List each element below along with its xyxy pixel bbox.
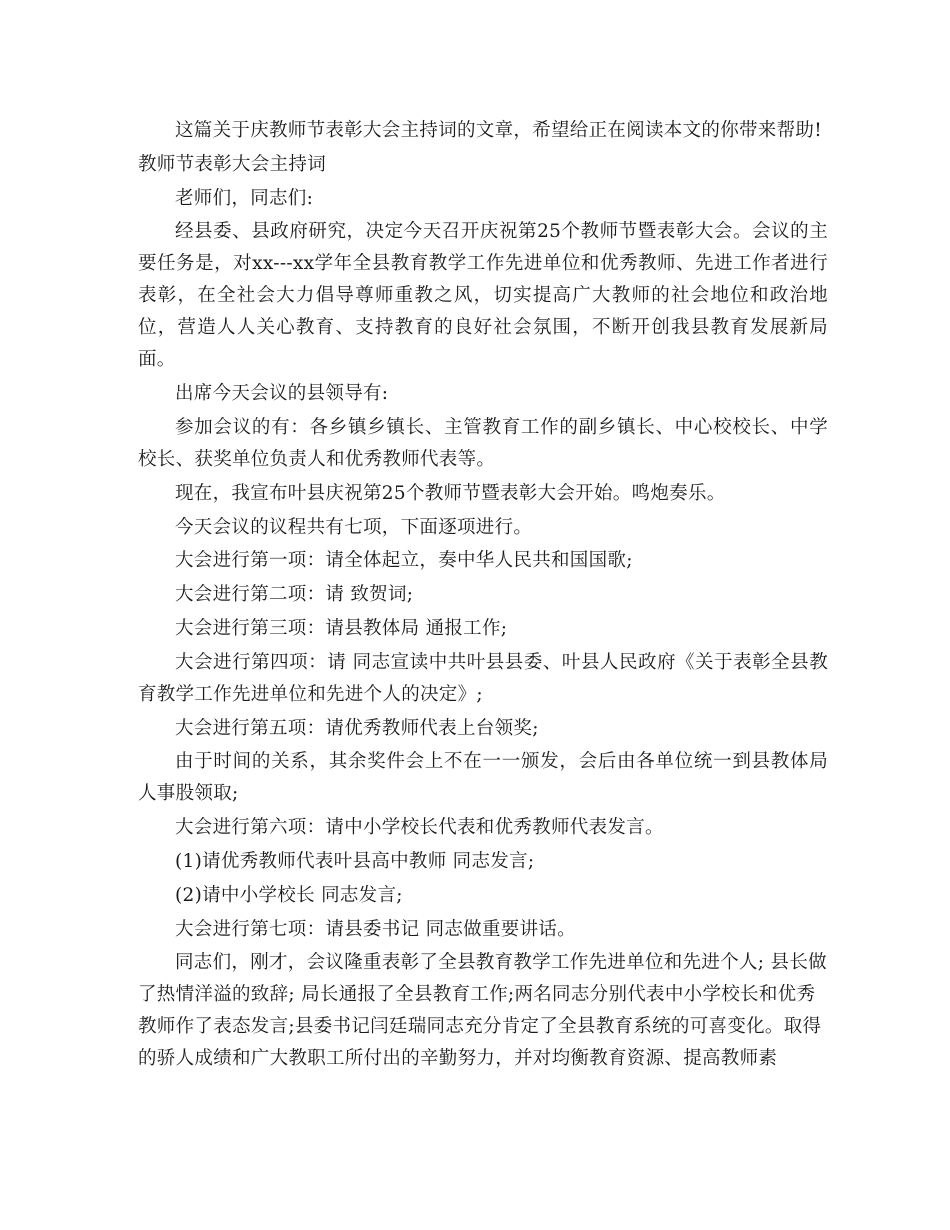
agenda-item-3: 大会进行第三项：请县教体局 通报工作; — [175, 617, 508, 639]
paragraph-attendees: 参加会议的有：各乡镇乡镇长、主管教育工作的副乡镇长、中心校校长、中学校长、获奖单位负责人和优秀教师代表等。 — [138, 416, 828, 470]
agenda-item-6-sub-1: (1)请优秀教师代表叶县高中教师 同志发言; — [175, 850, 535, 872]
agenda-item-4: 大会进行第四项：请 同志宣读中共叶县县委、叶县人民政府《关于表彰全县教育教学工作先进单位和先进个人的决定》; — [138, 651, 828, 705]
paragraph-purpose: 经县委、县政府研究，决定今天召开庆祝第25个教师节暨表彰大会。会议的主要任务是，对xx---xx学年全县教育教学工作先进单位和优秀教师、先进工作者进行表彰，在全社会大力倡导尊师重教之风，切实提高广大教师的社会地位和政治地位，营造人人关心教育、支持教育的良好社会氛围，不断开创我县教育发展新局面。 — [138, 221, 828, 371]
agenda-item-5: 大会进行第五项：请优秀教师代表上台领奖; — [175, 717, 539, 739]
paragraph-summary: 同志们，刚才，会议隆重表彰了全县教育教学工作先进单位和先进个人; 县长做了热情洋溢的致辞; 局长通报了全县教育工作;两名同志分别代表中小学校长和优秀教师作了表态发言;县委书记闫廷瑞同志充分肯定了全县教育系统的可喜变化。取得的骄人成绩和广大教职工所付出的辛勤努力，并对均衡教育资源、提高教师素 — [138, 952, 827, 1070]
agenda-item-6: 大会进行第六项：请中小学校长代表和优秀教师代表发言。 — [175, 817, 664, 839]
paragraph-leaders: 出席今天会议的县领导有: — [175, 383, 389, 405]
paragraph-intro: 这篇关于庆教师节表彰大会主持词的文章，希望给正在阅读本文的你带来帮助! — [175, 120, 822, 141]
paragraph-opening: 现在，我宣布叶县庆祝第25个教师节暨表彰大会开始。鸣炮奏乐。 — [175, 482, 726, 504]
agenda-item-6-sub-2: (2)请中小学校长 同志发言; — [175, 884, 403, 906]
agenda-item-2: 大会进行第二项：请 致贺词; — [175, 584, 414, 606]
document-body — [138, 115, 828, 1077]
paragraph-award-note: 由于时间的关系，其余奖件会上不在一一颁发，会后由各单位统一到县教体局人事股领取; — [138, 751, 828, 805]
agenda-item-1: 大会进行第一项：请全体起立，奏中华人民共和国国歌; — [175, 550, 633, 572]
document-title: 教师节表彰大会主持词 — [138, 153, 327, 175]
agenda-item-7: 大会进行第七项：请县委书记 同志做重要讲话。 — [175, 918, 576, 940]
paragraph-greeting: 老师们，同志们: — [175, 187, 314, 209]
paragraph-agenda: 今天会议的议程共有七项，下面逐项进行。 — [175, 516, 533, 538]
